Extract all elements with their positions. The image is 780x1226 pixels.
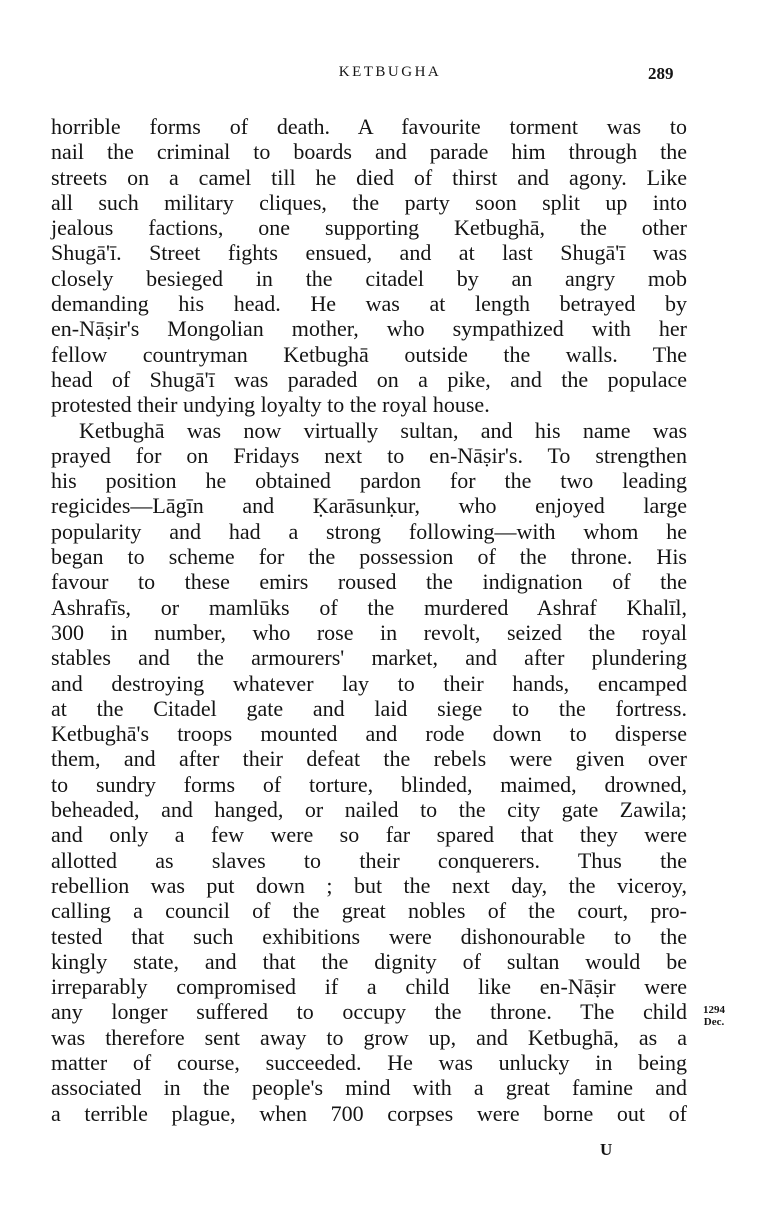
text-line: prayed for on Fridays next to en-Nāṣir's. To strengthen (51, 442, 687, 468)
text-line: head of Shugā'ī was paraded on a pike, and the populace (51, 366, 687, 392)
text-line: associated in the people's mind with a great famine and (51, 1075, 687, 1101)
text-line: a terrible plague, when 700 corpses were borne out of (51, 1100, 687, 1126)
text-line: beheaded, and hanged, or nailed to the city gate Zawila; (51, 797, 687, 823)
text-line: Ashrafīs, or mamlūks of the murdered Ashraf Khalīl, (51, 594, 687, 620)
margin-note-month: Dec. (703, 1016, 725, 1028)
text-line: streets on a camel till he died of thirst and agony. Like (51, 164, 687, 190)
text-line: fellow countryman Ketbughā outside the walls. The (51, 341, 687, 367)
text-line: was therefore sent away to grow up, and Ketbughā, as a (51, 1024, 687, 1050)
text-line: at the Citadel gate and laid siege to the fortress. (51, 695, 687, 721)
body-text (51, 114, 687, 1126)
text-line: allotted as slaves to their conquerers. Thus the (51, 847, 687, 873)
text-line: any longer suffered to occupy the throne. The child (51, 999, 687, 1025)
page-number: 289 (648, 64, 674, 83)
margin-date-note (694, 1004, 734, 1028)
text-line: and destroying whatever lay to their hands, encamped (51, 670, 687, 696)
text-line: nail the criminal to boards and parade him through the (51, 139, 687, 165)
text-line: Ketbughā was now virtually sultan, and his name was (79, 417, 687, 443)
text-line: rebellion was put down ; but the next day, the viceroy, (51, 872, 687, 898)
text-line: horrible forms of death. A favourite torment was to (51, 114, 687, 139)
signature-mark: U (600, 1140, 614, 1159)
text-line: calling a council of the great nobles of the court, pro- (51, 898, 687, 924)
text-line: Shugā'ī. Street fights ensued, and at last Shugā'ī was (51, 240, 687, 266)
text-line: protested their undying loyalty to the royal house. (51, 392, 490, 418)
text-line: all such military cliques, the party soon split up into (51, 189, 687, 215)
text-line: regicides—Lāgīn and Ḳarāsunḳur, who enjoyed large (51, 493, 687, 519)
running-title: KETBUGHA (338, 64, 442, 80)
text-line: demanding his head. He was at length betrayed by (51, 291, 687, 317)
text-line: en-Nāṣir's Mongolian mother, who sympathized with her (51, 316, 687, 342)
text-line: irreparably compromised if a child like en-Nāṣir were (51, 974, 687, 1000)
text-line: his position he obtained pardon for the two leading (51, 468, 687, 494)
text-line: closely besieged in the citadel by an angry mob (51, 265, 687, 291)
text-line: to sundry forms of torture, blinded, maimed, drowned, (51, 771, 687, 797)
text-line: stables and the armourers' market, and after plundering (51, 645, 687, 671)
text-line: matter of course, succeeded. He was unlucky in being (51, 1049, 687, 1075)
margin-note-year: 1294 (703, 1004, 725, 1016)
text-line: 300 in number, who rose in revolt, seized the royal (51, 619, 687, 645)
text-line: and only a few were so far spared that they were (51, 822, 687, 848)
text-line: popularity and had a strong following—with whom he (51, 518, 687, 544)
text-line: Ketbughā's troops mounted and rode down to disperse (51, 721, 687, 747)
text-line: kingly state, and that the dignity of sultan would be (51, 948, 687, 974)
text-line: tested that such exhibitions were dishonourable to the (51, 923, 687, 949)
text-line: jealous factions, one supporting Ketbughā, the other (51, 215, 687, 241)
text-line: favour to these emirs roused the indignation of the (51, 569, 687, 595)
text-line: them, and after their defeat the rebels were given over (51, 746, 687, 772)
text-line: began to scheme for the possession of the throne. His (51, 544, 687, 570)
